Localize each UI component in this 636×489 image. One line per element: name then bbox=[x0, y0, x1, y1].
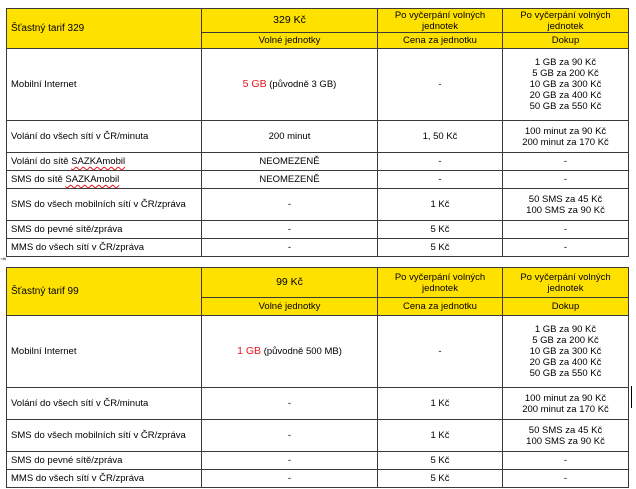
topup-option: 50 GB za 550 Kč bbox=[529, 101, 602, 112]
row-label: SMS do všech mobilních sítí v ČR/zpráva bbox=[7, 189, 202, 221]
topup-cell: - bbox=[503, 452, 629, 470]
table-row bbox=[7, 189, 629, 221]
highlight-value: 1 GB bbox=[237, 345, 262, 357]
row-label: SMS do pevné sítě/zpráva bbox=[7, 452, 202, 470]
unit-price-cell: 1 Kč bbox=[378, 388, 503, 420]
topup-option: 10 GB za 300 Kč bbox=[529, 346, 602, 357]
topup-option: 20 GB za 400 Kč bbox=[529, 90, 602, 101]
subheader-free-units: Volné jednotky bbox=[202, 33, 378, 49]
topup-option: 100 minut za 90 Kč bbox=[524, 125, 607, 137]
topup-option: 50 GB za 550 Kč bbox=[529, 368, 602, 379]
free-units-cell: - bbox=[202, 221, 378, 239]
free-units-note: (původně 3 GB) bbox=[266, 79, 337, 90]
topup-cell bbox=[503, 388, 629, 420]
highlight-value: 5 GB bbox=[242, 78, 267, 90]
unit-price-cell: 5 Kč bbox=[378, 221, 503, 239]
table-row bbox=[7, 153, 629, 171]
topup-option: 5 GB za 200 Kč bbox=[532, 68, 599, 79]
unit-price-cell: - bbox=[378, 316, 503, 388]
row-label: SMS do sítě SAZKAmobil bbox=[7, 171, 202, 189]
row-label: SMS do všech mobilních sítí v ČR/zpráva bbox=[7, 420, 202, 452]
tariff-329-table bbox=[6, 8, 629, 257]
tariff-name: Šťastný tarif 99 bbox=[7, 268, 202, 316]
tariff-name: Šťastný tarif 329 bbox=[7, 9, 202, 49]
unit-price-cell: - bbox=[378, 49, 503, 121]
topup-option: 5 GB za 200 Kč bbox=[532, 335, 599, 346]
row-label: MMS do všech sítí v ČR/zpráva bbox=[7, 470, 202, 488]
free-units-cell: NEOMEZENĚ bbox=[202, 153, 378, 171]
unit-price-cell: 1, 50 Kč bbox=[378, 121, 503, 153]
row-label: Mobilní Internet bbox=[7, 316, 202, 388]
topup-cell: - bbox=[503, 221, 629, 239]
topup-cell bbox=[503, 189, 629, 221]
paragraph-anchor-icon: ⇥ bbox=[0, 256, 6, 263]
unit-price-cell: 5 Kč bbox=[378, 452, 503, 470]
unit-price-cell: - bbox=[378, 153, 503, 171]
table-row bbox=[7, 316, 629, 388]
table-row bbox=[7, 121, 629, 153]
table-row bbox=[7, 470, 629, 488]
unit-price-cell: 1 Kč bbox=[378, 420, 503, 452]
table-row bbox=[7, 221, 629, 239]
unit-price-cell: 5 Kč bbox=[378, 470, 503, 488]
topup-option: 20 GB za 400 Kč bbox=[529, 357, 602, 368]
free-units-cell: - bbox=[202, 470, 378, 488]
free-units-note: (původně 500 MB) bbox=[261, 346, 342, 357]
topup-cell bbox=[503, 121, 629, 153]
topup-cell: - bbox=[503, 470, 629, 488]
topup-option: 100 SMS za 90 Kč bbox=[526, 435, 605, 447]
free-units-cell: - bbox=[202, 420, 378, 452]
topup-option: 50 SMS za 45 Kč bbox=[528, 193, 603, 205]
topup-option: 200 minut za 170 Kč bbox=[522, 403, 609, 415]
row-label: Mobilní Internet bbox=[7, 49, 202, 121]
topup-option: 1 GB za 90 Kč bbox=[534, 57, 597, 68]
topup-cell: - bbox=[503, 153, 629, 171]
unit-price-cell: 1 Kč bbox=[378, 189, 503, 221]
free-units-cell: NEOMEZENĚ bbox=[202, 171, 378, 189]
table-row bbox=[7, 49, 629, 121]
topup-option: 1 GB za 90 Kč bbox=[534, 324, 597, 335]
table-row bbox=[7, 171, 629, 189]
table-row bbox=[7, 388, 629, 420]
tariff-price: 99 Kč bbox=[202, 268, 378, 298]
table-row bbox=[7, 452, 629, 470]
free-units-cell: - bbox=[202, 239, 378, 257]
unit-price-cell: 5 Kč bbox=[378, 239, 503, 257]
free-units-cell: 200 minut bbox=[202, 121, 378, 153]
topup-cell: - bbox=[503, 239, 629, 257]
subheader-topup: Dokup bbox=[503, 298, 629, 316]
subheader-topup: Dokup bbox=[503, 33, 629, 49]
topup-option: 50 SMS za 45 Kč bbox=[528, 424, 603, 436]
topup-option: 200 minut za 170 Kč bbox=[522, 136, 609, 148]
topup-cell bbox=[503, 420, 629, 452]
row-label: Volání do všech sítí v ČR/minuta bbox=[7, 121, 202, 153]
free-units-cell bbox=[202, 49, 378, 121]
tariff-price: 329 Kč bbox=[202, 9, 378, 33]
topup-cell bbox=[503, 49, 629, 121]
row-label: MMS do všech sítí v ČR/zpráva bbox=[7, 239, 202, 257]
row-label: Volání do sítě SAZKAmobil bbox=[7, 153, 202, 171]
free-units-cell: - bbox=[202, 388, 378, 420]
row-label: SMS do pevné sítě/zpráva bbox=[7, 221, 202, 239]
subheader-unit-price: Cena za jednotku bbox=[378, 33, 503, 49]
topup-option: 100 SMS za 90 Kč bbox=[526, 204, 605, 216]
col-header-unit-price: Po vyčerpání volných jednotek bbox=[378, 268, 503, 298]
col-header-topup: Po vyčerpání volných jednotek bbox=[503, 9, 629, 33]
col-header-unit-price: Po vyčerpání volných jednotek bbox=[378, 9, 503, 33]
col-header-topup: Po vyčerpání volných jednotek bbox=[503, 268, 629, 298]
topup-option: 100 minut za 90 Kč bbox=[524, 392, 607, 404]
free-units-cell: - bbox=[202, 452, 378, 470]
topup-cell: - bbox=[503, 171, 629, 189]
subheader-unit-price: Cena za jednotku bbox=[378, 298, 503, 316]
topup-cell bbox=[503, 316, 629, 388]
text-cursor bbox=[631, 386, 632, 408]
topup-option: 10 GB za 300 Kč bbox=[529, 79, 602, 90]
tariff-99-table bbox=[6, 267, 629, 488]
free-units-cell bbox=[202, 316, 378, 388]
table-row bbox=[7, 239, 629, 257]
table-row bbox=[7, 420, 629, 452]
row-label: Volání do všech sítí v ČR/minuta bbox=[7, 388, 202, 420]
free-units-cell: - bbox=[202, 189, 378, 221]
subheader-free-units: Volné jednotky bbox=[202, 298, 378, 316]
unit-price-cell: - bbox=[378, 171, 503, 189]
